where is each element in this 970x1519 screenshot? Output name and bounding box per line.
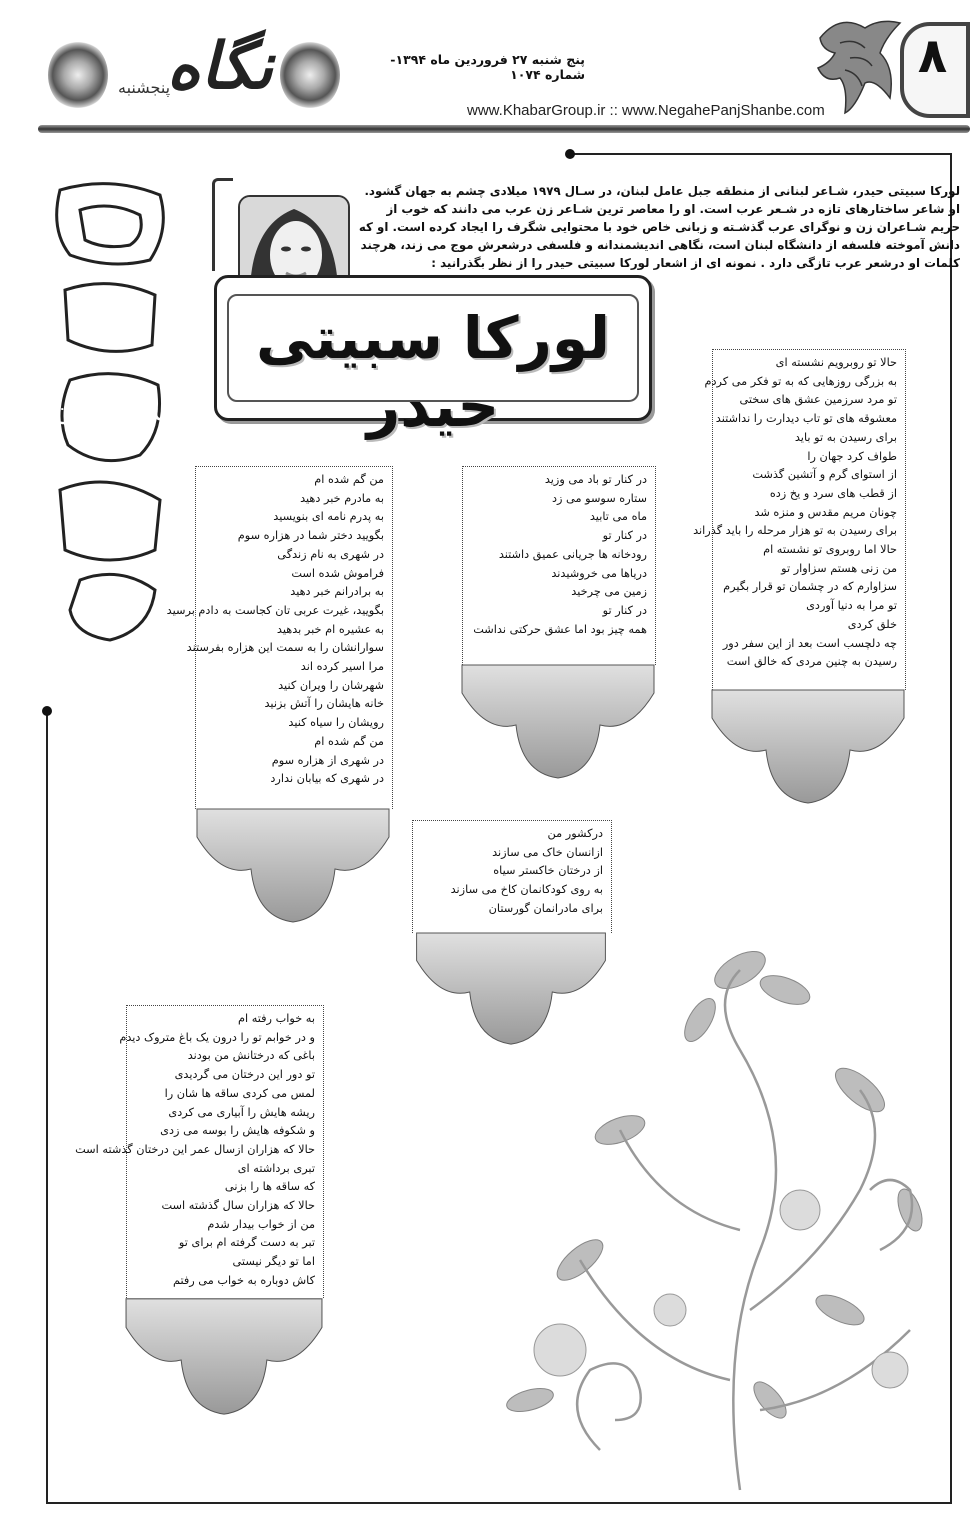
left-ornament [48, 40, 108, 110]
poem-line: برای رسیدن به تو باید [794, 430, 897, 444]
poem-line: سوارانشان را به سمت این هزاره بفرستند [186, 641, 384, 655]
poem-box [166, 466, 393, 809]
poem-line: ازانسان خاک می سازند [492, 845, 603, 859]
poem-line: به عشیره ام خبر بدهید [276, 622, 384, 636]
poem-line: که ساقه ها را بزنی [224, 1180, 315, 1194]
poem-line: در شهری از هزاره سوم [271, 753, 384, 767]
poem-line: همه چیز بود اما عشق حرکتی نداشت [473, 622, 647, 636]
poem-line: در کنار تو [602, 529, 647, 543]
poem-line: من گم شده ام [314, 734, 384, 748]
newspaper-logo-subtitle: پنجشنبه [118, 78, 171, 97]
poet-name-inner-frame [227, 294, 639, 440]
poem-line: لمس می کردی ساقه ها شان را [164, 1086, 315, 1100]
poem-line: به پدرم نامه ای بنویسید [273, 510, 384, 524]
poem-line: رودخانه ها جریانی عمیق داشتند [498, 547, 647, 561]
poem-line: حالا اما روبروی تو نشسته ام [763, 543, 897, 557]
poem-line: باغی که درختانش من بودند [187, 1049, 315, 1063]
poem-line: بگویید، غیرت عربی تان کجاست به دادم برسید [166, 603, 384, 617]
poem-line: در کنار تو [602, 603, 647, 617]
poem-line: به روی کودکانمان کاخ می سازند [450, 883, 603, 897]
website-urls: www.KhabarGroup.ir :: www.NegahePanjShanbe.com [467, 102, 825, 119]
poem-line: معشوقه های تو تاب دیدارت را نداشتند [715, 412, 897, 426]
poem-line: تو مرد سرزمین عشق های سختی [739, 393, 897, 407]
top-connector-dot [565, 149, 575, 159]
poem-box [75, 1005, 324, 1298]
page-number: ۸ [917, 28, 948, 84]
poem-line: مرا اسیر کرده اند [300, 660, 384, 674]
poem-line: از درختان خاکستر سیاه [493, 864, 603, 878]
poem-line: حالا که هزاران سال گذشته است [161, 1199, 315, 1213]
poem-line: خلق کردی [847, 617, 897, 631]
poem-line: درکشور من [547, 827, 603, 840]
poem-line: شهرشان را ویران کنید [278, 678, 384, 692]
poem-line: دریاها می خروشیدند [551, 566, 647, 580]
left-connector-dot [42, 706, 52, 716]
poem-line: خانه هایشان را آتش بزنید [264, 697, 384, 711]
newspaper-logo: نگاه [166, 29, 274, 104]
poem-line: از قطب های سرد و یخ زده [769, 486, 897, 500]
scallop-ornament [124, 1296, 324, 1420]
poet-name: لورکا سبیتی حیدر [256, 304, 610, 440]
page-header [0, 0, 970, 140]
poem-line: تبر به دست گرفته ام برای تو [178, 1236, 315, 1250]
poem-line: ماه می تابید [589, 510, 647, 524]
bottom-border-line [46, 1502, 952, 1504]
poem-line: در شهری به نام زندگی [277, 547, 384, 561]
poet-name-frame [214, 275, 652, 440]
poem-line: من از خواب بیدار شدم [207, 1217, 315, 1231]
poem-line: به خواب رفته ام [237, 1012, 315, 1025]
poem-line: چه دلچسب است بعد از این سفر دور [722, 636, 897, 650]
poem-line: من زنی هستم سزاوار تو [781, 561, 897, 575]
poem-line: بگویید دختر شما در هزاره سوم [237, 529, 384, 543]
phoenix-icon [810, 8, 905, 118]
right-border-line [950, 153, 952, 1503]
poem-line: طواف کرد جهان را [807, 449, 897, 463]
poem-line: رسیدن به چنین مردی که خالق است [726, 655, 897, 669]
top-connector-line [570, 153, 950, 155]
section-title-text: شعر جهان [53, 397, 167, 427]
poem-line: تو دور این درختان می گردیدی [174, 1068, 315, 1082]
poem-line: و در خوابم تو را درون یک باغ متروک دیدم [119, 1030, 315, 1044]
poem-line: و شکوفه هایش را بوسه می زدی [160, 1124, 315, 1138]
poem-line: سزاوارم که در چشمان تو قرار بگیرم [723, 580, 897, 594]
scallop-ornament [193, 807, 393, 927]
poem-line: به برادرانم خبر دهید [290, 585, 384, 599]
poem-line: ستاره سوسو می زد [551, 491, 647, 505]
poem-line: به مادرم خبر دهید [300, 491, 384, 505]
floral-decoration [440, 930, 950, 1500]
poem-line: حالا تو روبرویم نشسته ای [775, 356, 897, 369]
poem-line: اما تو دیگر نیستی [232, 1255, 315, 1269]
poem-line: فراموش شده است [291, 566, 384, 580]
intro-text: لورکا سبیتی حیدر، شـاعر لبنانی از منطقه جبل عامل لبنان، در سـال ۱۹۷۹ میلادی چشم به جهان گشود. او شاعر ساختارهای تازه در شـعر عرب است. او را معاصر ترین شـاعر زن عرب می دانند که خوب از حریم شـاعران زن و نوگرای عرب گذشـته و زبانی خاص خود با محتوایی شگرف را ایجاد کرده است. او که دانش آموخته فلسفه از دانشگاه لبنان است، نگاهی اندیشمندانه و فلسفی درشعرش موج می زند، هرچند کلمات او درشعر عرب تازگی دارد . نمونه ای از اشعار لورکا سبیتی حیدر را از نظر بگذرانید : [358, 184, 960, 270]
poem-box [462, 466, 656, 665]
poem-line: تبری برداشته ای [237, 1161, 315, 1175]
poem-line: حالا که هزاران ازسال عمر این درختان گذشته است [75, 1142, 315, 1156]
scallop-ornament [460, 663, 656, 783]
poem-line: در شهری که بیابان ندارد [270, 772, 384, 786]
poem-box [412, 820, 612, 933]
poem-line: تو مرا به دنیا آوردی [806, 599, 897, 613]
header-rule [38, 125, 970, 133]
poem-line: به بزرگی روزهایی که به تو فکر می کردم [704, 374, 897, 388]
left-border-line [46, 712, 48, 1502]
poem-line: برای مادرانمان گورستان [488, 901, 603, 915]
intro-frame [212, 178, 233, 271]
issue-line: پنج شنبه ۲۷ فروردین ماه ۱۳۹۴- شماره ۱۰۷۴ [390, 52, 585, 82]
poem-line: رویشان را سیاه کنید [288, 716, 384, 730]
poem-line: کاش دوباره به خواب می رفتم [172, 1273, 315, 1287]
poem-line: چونان مریم مقدس و منزه شد [754, 505, 897, 519]
poem-line: من گم شده ام [314, 473, 384, 486]
poem-box [693, 349, 906, 690]
section-title-calligraphy [40, 170, 180, 650]
poem-line: برای رسیدن به تو هزار مرحله را باید گذراند [693, 524, 897, 538]
poem-line: زمین می چرخید [571, 585, 647, 599]
poem-line: ریشه هایش را آبیاری می کردی [168, 1105, 315, 1119]
scallop-ornament [710, 688, 906, 808]
poem-line: در کنار تو باد می وزید [544, 473, 647, 486]
poem-line: از استوای گرم و آتشین گذشت [752, 468, 897, 482]
